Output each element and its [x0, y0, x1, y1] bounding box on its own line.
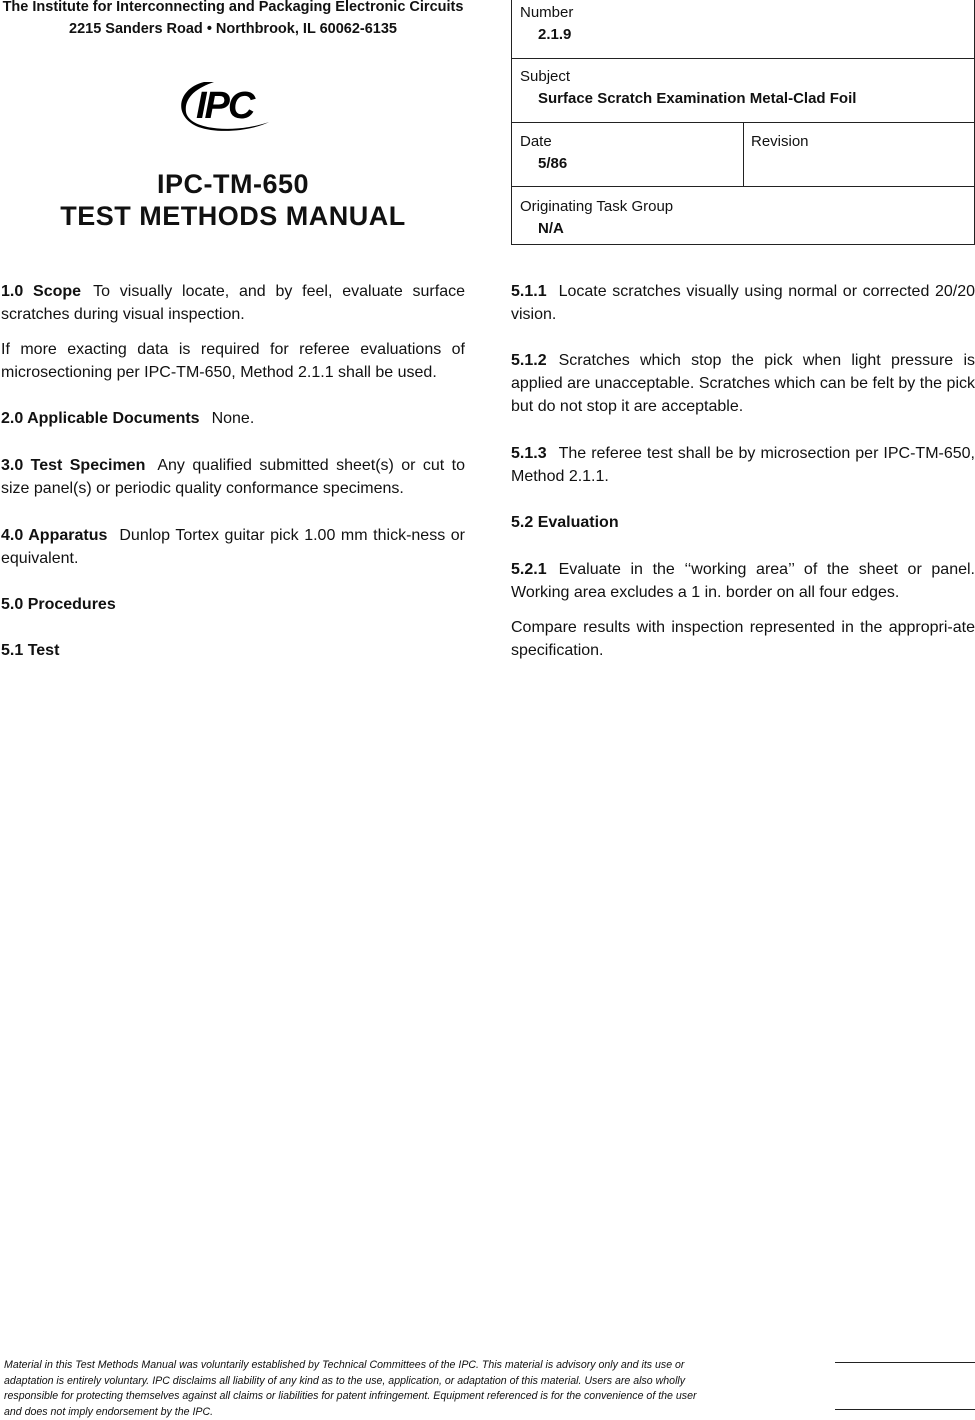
section-5-2-1 [511, 558, 975, 604]
section-text: None. [211, 410, 255, 427]
manual-title-line1: IPC-TM-650 [156, 169, 310, 199]
date-value: 5/86 [538, 155, 568, 172]
section-text: The referee test shall be by microsection per IPC-TM-650, Method 2.1.1. [511, 445, 975, 485]
footer-rule-bottom [835, 1409, 975, 1410]
section-5-1-2 [511, 349, 975, 418]
date-cell [520, 131, 567, 175]
section-test-specimen [1, 454, 465, 500]
section-text: If more exacting data is required for referee evaluations of microsectioning per IPC-TM-650, Method 2.1.1 shall be used. [1, 341, 465, 381]
subject-cell [520, 66, 856, 110]
institute-address: 2215 Sanders Road • Northbrook, IL 60062-6135 [69, 21, 397, 37]
section-text: Locate scratches visually using normal or corrected 20/20 vision. [511, 283, 975, 323]
section-text: Compare results with inspection represented in the appropri-ate specification. [511, 619, 975, 659]
number-value: 2.1.9 [538, 26, 572, 43]
footer-disclaimer: Material in this Test Methods Manual was voluntarily established by Technical Committees of the IPC. This material is advisory only and its use or adaptation is entirely voluntary. IPC disclaims all liability of any kind as to the use, application, or adaptation of this material. Users are also wholly responsible for protecting themselves against all claims or liabilities for patent infringement. Equipment referenced is for the convenience of the user and does not imply endorsement by the IPC. [4, 1359, 697, 1418]
section-heading: 5.2 Evaluation [511, 514, 619, 531]
task-group-cell [520, 196, 673, 240]
manual-title-line2: TEST METHODS MANUAL [60, 201, 406, 231]
institute-name: The Institute for Interconnecting and Packaging Electronic Circuits [2, 0, 464, 15]
section-text: Scratches which stop the pick when light pressure is applied are unacceptable. Scratches which can be felt by the pick but do not stop it are acceptable. [511, 352, 975, 415]
section-heading: 2.0 Applicable Documents [1, 410, 200, 427]
revision-cell [751, 131, 809, 153]
task-group-label: Originating Task Group [520, 198, 674, 215]
number-label: Number [520, 4, 574, 21]
number-cell [520, 2, 573, 46]
section-apparatus [1, 524, 465, 570]
section-applicable-documents [1, 407, 465, 430]
section-heading: 1.0 Scope [1, 283, 82, 300]
ipc-logo [174, 74, 284, 134]
section-evaluation [511, 511, 975, 534]
section-heading: 4.0 Apparatus [1, 527, 108, 544]
section-heading: 3.0 Test Specimen [1, 457, 146, 474]
section-heading: 5.1.2 [511, 352, 547, 369]
section-heading: 5.2.1 [511, 561, 547, 578]
section-test [1, 639, 465, 662]
section-compare [511, 616, 975, 662]
task-group-value: N/A [538, 220, 564, 237]
section-scope-note [1, 338, 465, 384]
revision-label: Revision [751, 133, 809, 150]
subject-label: Subject [520, 68, 571, 85]
section-scope [1, 280, 465, 326]
section-heading: 5.1.3 [511, 445, 547, 462]
section-procedures [1, 593, 465, 616]
svg-text:IPC: IPC [196, 85, 254, 127]
info-box [511, 0, 975, 245]
section-text: Any qualified submitted sheet(s) or cut to size panel(s) or periodic quality conformance specimens. [1, 457, 465, 497]
section-text: Dunlop Tortex guitar pick 1.00 mm thick-ness or equivalent. [1, 527, 466, 567]
footer-rule-top [835, 1362, 975, 1363]
section-heading: 5.0 Procedures [1, 596, 116, 613]
section-text: To visually locate, and by feel, evaluate surface scratches during visual inspection. [1, 283, 465, 323]
subject-value: Surface Scratch Examination Metal-Clad Foil [538, 90, 857, 107]
section-heading: 5.1 Test [1, 642, 60, 659]
section-5-1-1 [511, 280, 975, 326]
section-heading: 5.1.1 [511, 283, 547, 300]
date-label: Date [520, 133, 552, 150]
section-5-1-3 [511, 442, 975, 488]
section-text: Evaluate in the ‘‘working area’’ of the sheet or panel. Working area excludes a 1 in. border on all four edges. [511, 561, 975, 601]
